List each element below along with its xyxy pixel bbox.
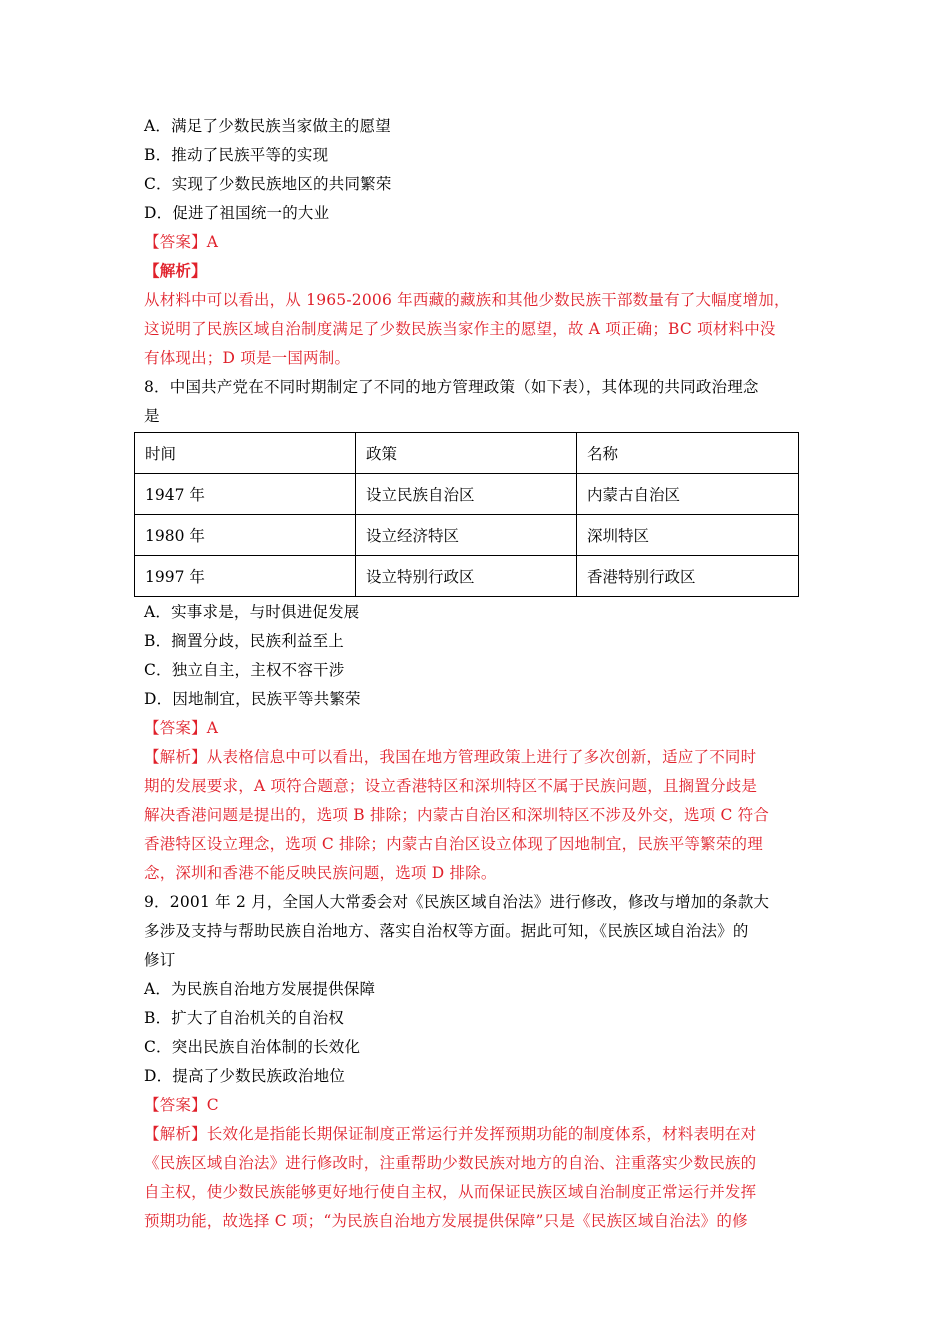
q8-analysis-line: 念，深圳和香港不能反映民族问题，选项 D 排除。	[144, 864, 497, 882]
q8-analysis-line: 香港特区设立理念，选项 C 排除；内蒙古自治区设立体现了因地制宜，民族平等繁荣的理	[144, 835, 763, 853]
table-header-time: 时间	[135, 433, 356, 474]
q8-stem-line: 是	[144, 407, 160, 425]
q7-answer: 【答案】A	[144, 233, 219, 251]
q7-option-c: C．实现了少数民族地区的共同繁荣	[144, 175, 392, 193]
q7-analysis-line: 有体现出；D 项是一国两制。	[144, 349, 351, 367]
q9-analysis-line: 自主权，使少数民族能够更好地行使自主权，从而保证民族区域自治制度正常运行并发挥	[144, 1183, 757, 1201]
q9-analysis-line: 预期功能，故选择 C 项；“为民族自治地方发展提供保障”只是《民族区域自治法》的修	[144, 1212, 748, 1230]
q9-option-c: C．突出民族自治体制的长效化	[144, 1038, 361, 1056]
q9-stem-line: 9．2001 年 2 月，全国人大常委会对《民族区域自治法》进行修改，修改与增加的条款大	[144, 893, 770, 911]
policy-table	[134, 432, 799, 597]
table-cell: 深圳特区	[577, 515, 799, 556]
table-cell: 设立经济特区	[356, 515, 577, 556]
table-row	[135, 515, 799, 556]
q8-option-c: C．独立自主，主权不容干涉	[144, 661, 345, 679]
q7-option-b: B．推动了民族平等的实现	[144, 146, 329, 164]
table-cell: 1947 年	[135, 474, 356, 515]
q8-option-b: B．搁置分歧，民族利益至上	[144, 632, 344, 650]
table-header-row	[135, 433, 799, 474]
table-cell: 1980 年	[135, 515, 356, 556]
q9-stem-line: 多涉及支持与帮助民族自治地方、落实自治权等方面。据此可知，《民族区域自治法》的	[144, 922, 749, 940]
q9-analysis-line: 【解析】长效化是指能长期保证制度正常运行并发挥预期功能的制度体系，材料表明在对	[144, 1125, 757, 1143]
q9-stem-line: 修订	[144, 951, 176, 969]
table-header-policy: 政策	[356, 433, 577, 474]
q7-option-d: D．促进了祖国统一的大业	[144, 204, 330, 222]
q8-analysis-line: 解决香港问题是提出的，选项 B 排除；内蒙古自治区和深圳特区不涉及外交，选项 C 符合	[144, 806, 770, 824]
q9-option-d: D．提高了少数民族政治地位	[144, 1067, 346, 1085]
q7-option-a: A．满足了少数民族当家做主的愿望	[144, 117, 391, 135]
q8-stem-line: 8．中国共产党在不同时期制定了不同的地方管理政策（如下表），其体现的共同政治理念	[144, 378, 759, 396]
q8-option-d: D．因地制宜，民族平等共繁荣	[144, 690, 361, 708]
table-cell: 1997 年	[135, 556, 356, 597]
q9-answer: 【答案】C	[144, 1096, 219, 1114]
table-cell: 香港特别行政区	[577, 556, 799, 597]
q7-analysis-line: 这说明了民族区域自治制度满足了少数民族当家作主的愿望，故 A 项正确；BC 项材料中没	[144, 320, 776, 338]
q7-analysis-line: 从材料中可以看出，从 1965-2006 年西藏的藏族和其他少数民族干部数量有了大幅度增加，	[144, 291, 790, 309]
table-cell: 内蒙古自治区	[577, 474, 799, 515]
table-cell: 设立特别行政区	[356, 556, 577, 597]
q8-answer: 【答案】A	[144, 719, 219, 737]
q8-analysis-line: 期的发展要求，A 项符合题意；设立香港特区和深圳特区不属于民族问题，且搁置分歧是	[144, 777, 758, 795]
q8-option-a: A．实事求是，与时俱进促发展	[144, 603, 360, 621]
table-cell: 设立民族自治区	[356, 474, 577, 515]
q8-analysis-line: 【解析】从表格信息中可以看出，我国在地方管理政策上进行了多次创新，适应了不同时	[144, 748, 757, 766]
table-row	[135, 556, 799, 597]
q9-option-b: B．扩大了自治机关的自治权	[144, 1009, 344, 1027]
table-row	[135, 474, 799, 515]
q7-analysis-label: 【解析】	[144, 261, 207, 280]
table-header-name: 名称	[577, 433, 799, 474]
q9-option-a: A．为民族自治地方发展提供保障	[144, 980, 376, 998]
q9-analysis-line: 《民族区域自治法》进行修改时，注重帮助少数民族对地方的自治、注重落实少数民族的	[144, 1154, 757, 1172]
